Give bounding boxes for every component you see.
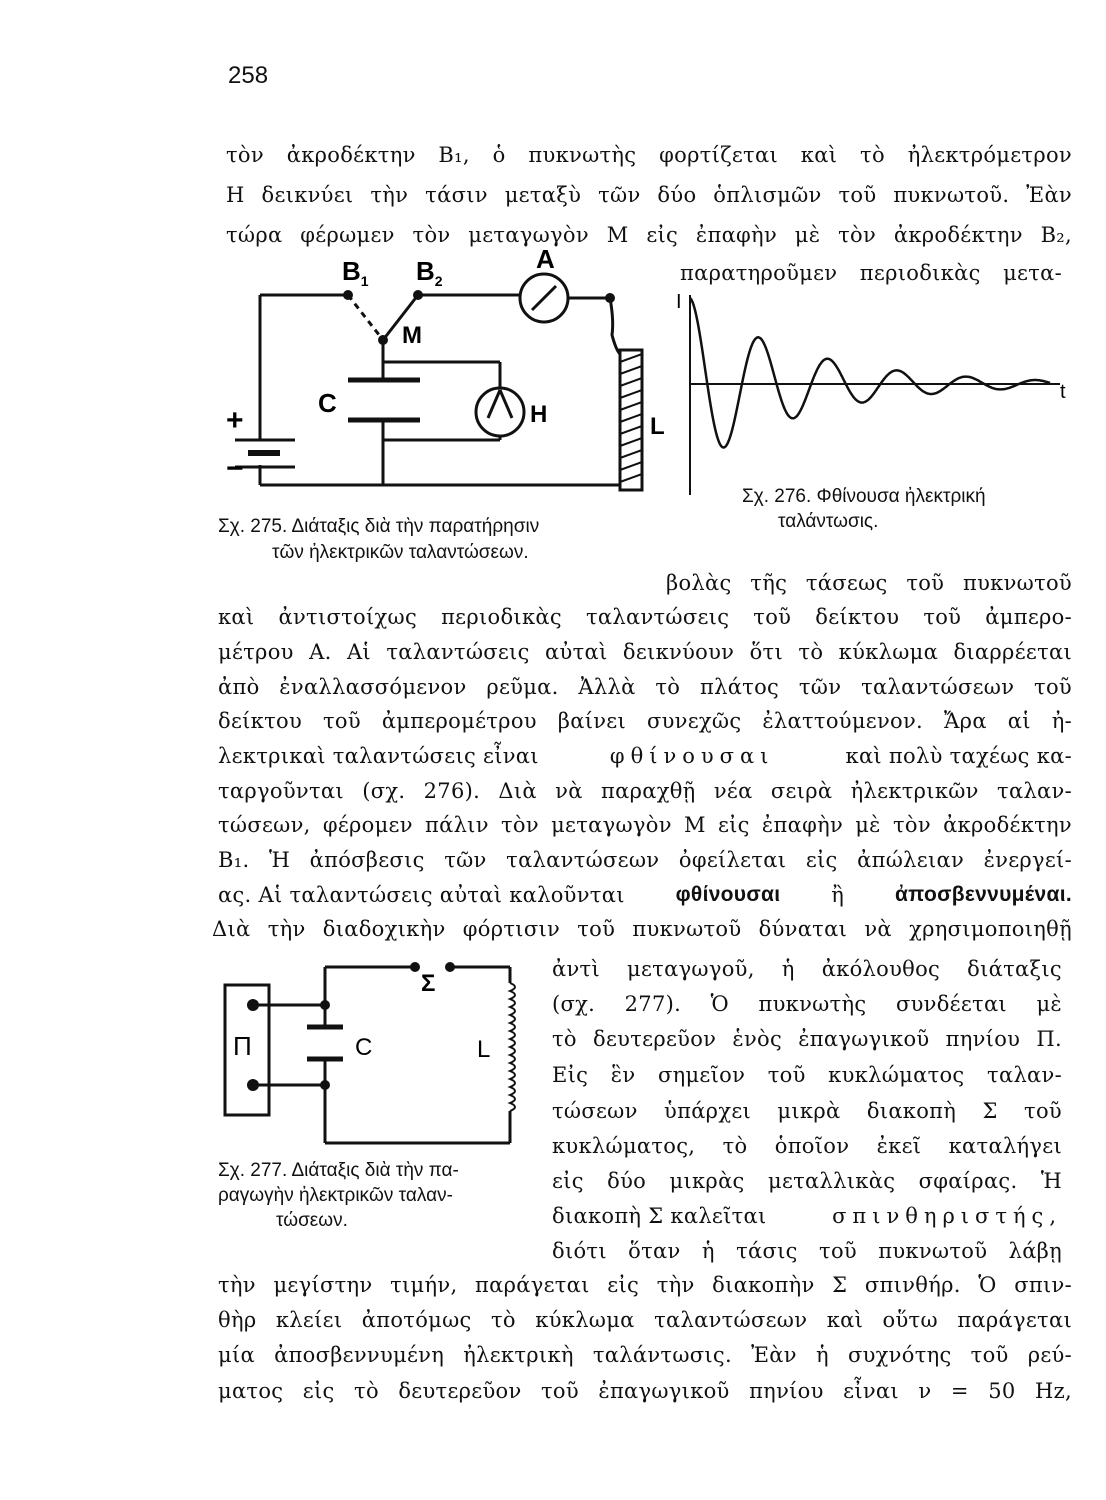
emphasis-text: σπινθηριστής, <box>832 1204 1062 1228</box>
label-plus: + <box>226 404 244 437</box>
text-line: (σχ. 277). Ὁ πυκνωτὴς συνδέεται μὲ <box>552 992 1062 1016</box>
label-pi: Π <box>233 1031 252 1061</box>
text-line: θὴρ κλείει ἀποτόμως τὸ κύκλωμα ταλαντώσεων καὶ οὕτω παράγεται <box>218 1308 1072 1332</box>
figure-276-caption: ταλάντωσις. <box>778 511 879 532</box>
figure-275-circuit <box>220 244 665 515</box>
text-span: καὶ πολὺ ταχέως κα- <box>845 744 1072 768</box>
label-b1: $B_1$ <box>342 256 369 289</box>
text-span: διακοπὴ Σ καλεῖται <box>552 1204 767 1228</box>
label-l: L <box>477 1036 491 1063</box>
text-line: τώρα φέρωμεν τὸν μεταγωγὸν Μ εἰς ἐπαφὴν μὲ τὸν ἀκροδέκτην Β₂, <box>226 223 1072 247</box>
label-t: t <box>1060 381 1066 403</box>
label-c: C <box>318 388 337 418</box>
text-span: ας. Αἱ ταλαντώσεις αὐταὶ καλοῦνται <box>218 883 625 907</box>
text-line: ταργοῦνται (σχ. 276). Διὰ νὰ παραχθῇ νέα σειρὰ ἠλεκτρικῶν ταλαν- <box>218 779 1072 803</box>
label-a: A <box>536 244 555 274</box>
text-span: λεκτρικαὶ ταλαντώσεις εἶναι <box>218 744 539 768</box>
text-line: δείκτου τοῦ ἀμπερομέτρου βαίνει συνεχῶς ἐλαττούμενον. Ἄρα αἱ ἠ- <box>218 709 1072 733</box>
text-line: βολὰς τῆς τάσεως τοῦ πυκνωτοῦ <box>666 571 1072 595</box>
text-line: εἰς δύο μικρὰς μεταλλικὰς σφαίρας. Ἡ <box>552 1169 1062 1193</box>
figure-277-circuit <box>215 955 555 1155</box>
text-line: διότι ὅταν ἡ τάσις τοῦ πυκνωτοῦ λάβῃ <box>552 1239 1062 1263</box>
figure-277-caption: ραγωγὴν ἠλεκτρικῶν ταλαν- <box>218 1185 453 1206</box>
figure-277-caption: Σχ. 277. Διάταξις διὰ τὴν πα- <box>218 1160 459 1181</box>
label-h: H <box>530 401 548 428</box>
text-line: ἀπὸ ἐναλλασσόμενον ρεῦμα. Ἀλλὰ τὸ πλάτος τῶν ταλαντώσεων τοῦ <box>218 675 1072 699</box>
text-line: Διὰ τὴν διαδοχικὴν φόρτισιν τοῦ πυκνωτοῦ δύναται νὰ χρησιμοποιηθῇ <box>212 917 1072 941</box>
text-line: ματος εἰς τὸ δευτερεῦον τοῦ ἐπαγωγικοῦ πηνίου εἶναι ν = 50 Hz, <box>218 1379 1072 1403</box>
label-minus: − <box>226 452 244 485</box>
text-line: κυκλώματος, τὸ ὁποῖον ἐκεῖ καταλήγει <box>552 1134 1062 1158</box>
page-number: 258 <box>228 62 269 89</box>
text-line <box>218 880 1072 910</box>
figure-275-caption: τῶν ἠλεκτρικῶν ταλαντώσεων. <box>272 542 529 563</box>
text-line: μία ἀποσβεννυμένη ἠλεκτρικὴ ταλάντωσις. Ἐὰν ἡ συχνότης τοῦ ρεύ- <box>218 1343 1072 1367</box>
text-line: Η δεικνύει τὴν τάσιν μεταξὺ τῶν δύο ὁπλισμῶν τοῦ πυκνωτοῦ. Ἐὰν <box>226 183 1072 207</box>
label-i: I <box>676 291 682 313</box>
text-line <box>218 741 1072 771</box>
bold-term: φθίνουσαι <box>675 883 781 906</box>
emphasis-text: φθίνουσαι <box>609 744 775 768</box>
damped-wave <box>690 298 1050 448</box>
text-span: ἢ <box>831 883 845 907</box>
label-m: M <box>402 322 422 349</box>
text-line: τὴν μεγίστην τιμήν, παράγεται εἰς τὴν διακοπὴν Σ σπινθήρ. Ὁ σπιν- <box>218 1273 1072 1297</box>
text-line: Εἰς ἓν σημεῖον τοῦ κυκλώματος ταλαν- <box>552 1063 1062 1087</box>
label-b2: $B_2$ <box>416 256 443 289</box>
text-line: τώσεων, φέρομεν πάλιν τὸν μεταγωγὸν Μ εἰς ἐπαφὴν μὲ τὸν ἀκροδέκτην <box>218 813 1072 837</box>
bold-term: ἀποσβεννυμέναι. <box>894 883 1072 906</box>
label-sigma: Σ <box>421 970 436 997</box>
text-line <box>552 1201 1062 1231</box>
text-line: καὶ ἀντιστοίχως περιοδικὰς ταλαντώσεις τοῦ δείκτου τοῦ ἀμπερο- <box>218 605 1072 629</box>
text-line: τὸν ἀκροδέκτην Β₁, ὁ πυκνωτὴς φορτίζεται καὶ τὸ ἠλεκτρόμετρον <box>226 143 1072 167</box>
text-line: μέτρου Α. Αἱ ταλαντώσεις αὐταὶ δεικνύουν ὅτι τὸ κύκλωμα διαρρέεται <box>218 640 1072 664</box>
label-c: C <box>355 1034 373 1061</box>
text-line: Β₁. Ἡ ἀπόσβεσις τῶν ταλαντώσεων ὀφείλεται εἰς ἀπώλειαν ἐνεργεί- <box>218 848 1072 872</box>
figure-276-caption: Σχ. 276. Φθίνουσα ἠλεκτρική <box>742 486 986 507</box>
text-line: τώσεων ὑπάρχει μικρὰ διακοπὴ Σ τοῦ <box>552 1099 1062 1123</box>
text-line: ἀντὶ μεταγωγοῦ, ἡ ἀκόλουθος διάταξις <box>552 957 1062 981</box>
figure-276-damped-oscillation <box>670 290 1080 500</box>
text-line: τὸ δευτερεῦον ἑνὸς ἐπαγωγικοῦ πηνίου Π. <box>552 1027 1062 1051</box>
label-l: L <box>650 413 665 440</box>
figure-277-caption: τώσεων. <box>276 1210 348 1231</box>
text-line: παρατηροῦμεν περιοδικὰς μετα- <box>680 261 1062 285</box>
figure-275-caption: Σχ. 275. Διάταξις διὰ τὴν παρατήρησιν <box>218 516 540 537</box>
